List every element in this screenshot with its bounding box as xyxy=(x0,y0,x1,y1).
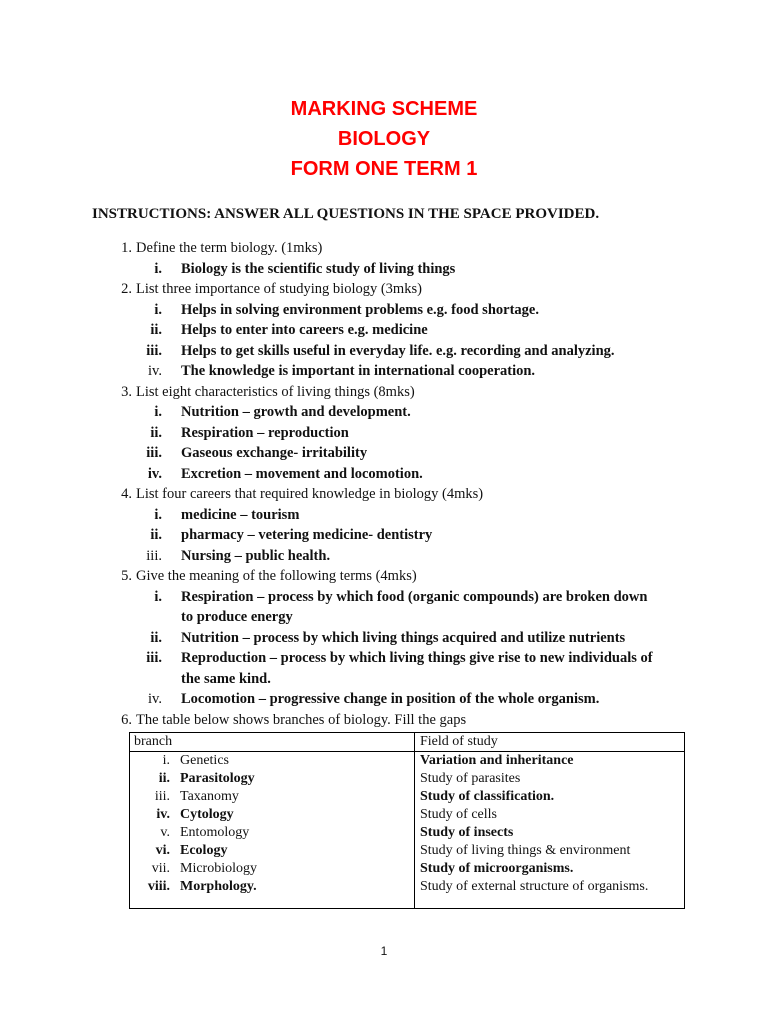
answer-number: iv. xyxy=(148,691,162,707)
row-number: viii. xyxy=(147,879,170,894)
title-marking-scheme: MARKING SCHEME xyxy=(290,98,478,120)
branch-name: Entomology xyxy=(180,825,250,840)
field-of-study: Study of parasites xyxy=(415,770,685,788)
answer-text: Nutrition – process by which living things acquired and utilize nutrients xyxy=(181,630,626,646)
answer-text: Respiration – process by which food (organic compounds) are broken down xyxy=(181,589,648,605)
answer-number: iii. xyxy=(146,650,162,666)
answer-text: Helps to enter into careers e.g. medicine xyxy=(181,322,428,338)
answer-number: iv. xyxy=(147,466,162,482)
answer-text: Locomotion – progressive change in position of the whole organism. xyxy=(181,691,600,707)
question-number: 1. xyxy=(121,240,132,256)
header-branch: branch xyxy=(130,733,415,752)
branch-name: Ecology xyxy=(180,843,228,858)
field-of-study: Study of microorganisms. xyxy=(415,860,685,878)
question-text: Define the term biology. (1mks) xyxy=(136,240,323,256)
answer-text: Excretion – movement and locomotion. xyxy=(181,466,423,482)
field-of-study: Study of living things & environment xyxy=(415,842,685,860)
instructions: INSTRUCTIONS: ANSWER ALL QUESTIONS IN THE SPACE PROVIDED. xyxy=(92,206,600,222)
branch-name: Parasitology xyxy=(180,771,255,786)
question-number: 3. xyxy=(121,384,132,400)
answer-number: iv. xyxy=(148,363,162,379)
field-of-study: Study of classification. xyxy=(415,788,685,806)
answer-number: iii. xyxy=(146,445,162,461)
title-form-term: FORM ONE TERM 1 xyxy=(290,158,478,180)
question-text: List four careers that required knowledge in biology (4mks) xyxy=(136,486,484,502)
question-text: Give the meaning of the following terms (4mks) xyxy=(136,568,417,584)
answer-number: ii. xyxy=(150,527,162,543)
row-number: vi. xyxy=(155,843,170,858)
branch-name: Morphology. xyxy=(180,879,257,894)
answer-number: ii. xyxy=(150,322,162,338)
row-number: i. xyxy=(162,753,170,768)
question-text: List three importance of studying biology (3mks) xyxy=(136,281,422,297)
question-text: List eight characteristics of living things (8mks) xyxy=(136,384,415,400)
answer-text: medicine – tourism xyxy=(181,507,300,523)
header-field: Field of study xyxy=(415,733,685,752)
question-text: The table below shows branches of biology. Fill the gaps xyxy=(136,712,467,728)
answer-text: Reproduction – process by which living things give rise to new individuals of xyxy=(181,650,653,666)
answer-number: i. xyxy=(154,404,162,420)
table-row xyxy=(130,842,685,860)
title-subject: BIOLOGY xyxy=(337,128,431,150)
field-of-study: Study of external structure of organisms. xyxy=(415,878,685,909)
table-row xyxy=(130,806,685,824)
answer-number: i. xyxy=(154,261,162,277)
question-number: 6. xyxy=(121,712,132,728)
table-row xyxy=(130,860,685,878)
row-number: iv. xyxy=(156,807,170,822)
answer-number: iii. xyxy=(146,548,162,564)
answer-number: i. xyxy=(154,302,162,318)
branch-name: Taxanomy xyxy=(180,789,239,804)
page-number: 1 xyxy=(380,944,388,958)
table-row xyxy=(130,878,685,909)
branches-table xyxy=(129,732,685,909)
row-number: iii. xyxy=(154,789,170,804)
table-row xyxy=(130,824,685,842)
question-number: 2. xyxy=(121,281,132,297)
answer-text: Gaseous exchange- irritability xyxy=(181,445,368,461)
answer-number: i. xyxy=(154,507,162,523)
answer-number: iii. xyxy=(146,343,162,359)
table-header-row xyxy=(130,733,685,752)
answer-number: ii. xyxy=(150,425,162,441)
row-number: ii. xyxy=(158,771,170,786)
branch-name: Microbiology xyxy=(180,861,257,876)
answer-text: Helps in solving environment problems e.g. food shortage. xyxy=(181,302,539,318)
row-number: v. xyxy=(160,825,170,840)
answer-number: ii. xyxy=(150,630,162,646)
question-number: 4. xyxy=(121,486,132,502)
answer-text: Helps to get skills useful in everyday life. e.g. recording and analyzing. xyxy=(181,343,615,359)
row-number: vii. xyxy=(151,861,170,876)
answer-text: The knowledge is important in international cooperation. xyxy=(181,363,536,379)
answer-text: to produce energy xyxy=(181,609,293,625)
branch-name: Genetics xyxy=(180,753,229,768)
answer-text: Biology is the scientific study of living things xyxy=(181,261,456,277)
answer-text: Nutrition – growth and development. xyxy=(181,404,411,420)
table-row xyxy=(130,788,685,806)
field-of-study: Variation and inheritance xyxy=(415,752,685,771)
field-of-study: Study of cells xyxy=(415,806,685,824)
question-number: 5. xyxy=(121,568,132,584)
field-of-study: Study of insects xyxy=(415,824,685,842)
branch-name: Cytology xyxy=(180,807,234,822)
answer-text: the same kind. xyxy=(181,671,271,687)
answer-text: Nursing – public health. xyxy=(181,548,331,564)
answer-text: Respiration – reproduction xyxy=(181,425,349,441)
answer-text: pharmacy – vetering medicine- dentistry xyxy=(181,527,433,543)
table-row xyxy=(130,752,685,771)
answer-number: i. xyxy=(154,589,162,605)
table-row xyxy=(130,770,685,788)
